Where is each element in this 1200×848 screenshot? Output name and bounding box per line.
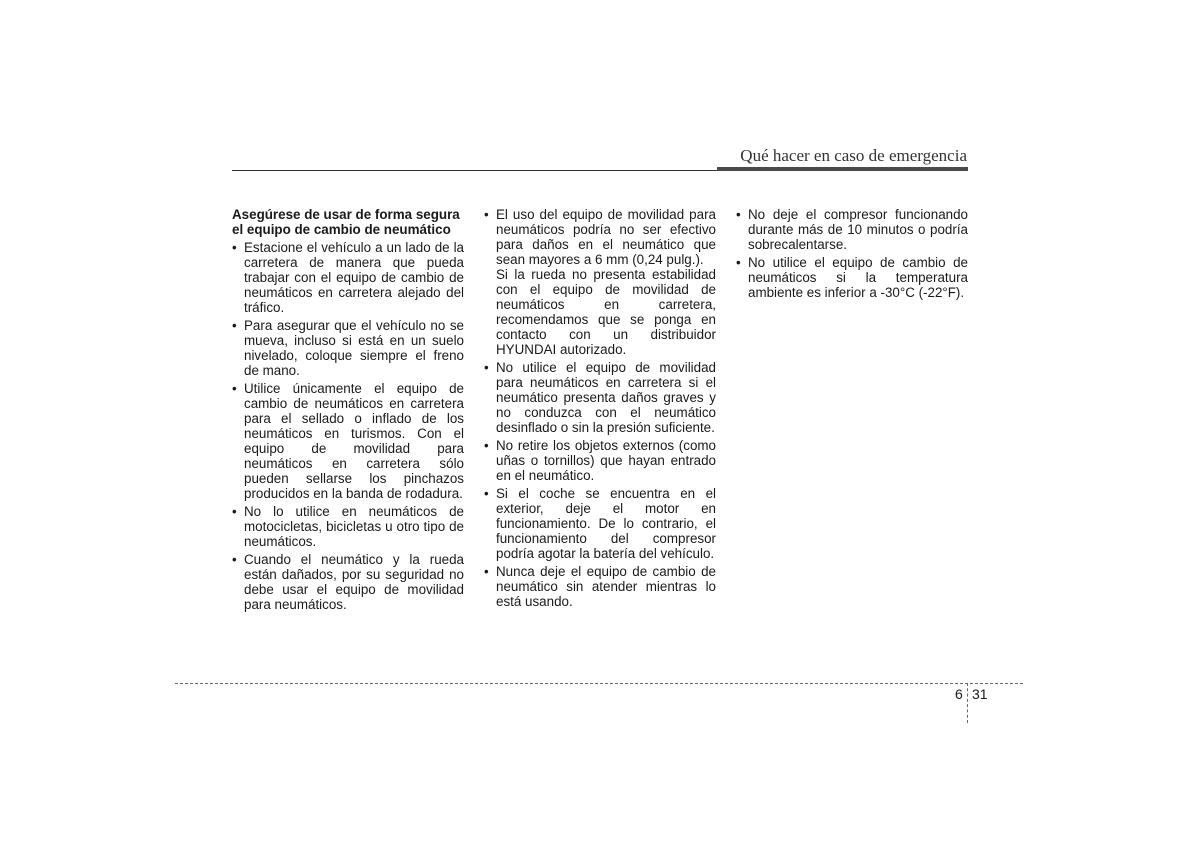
list-item-extra-text: Si la rueda no presenta estabilidad con el equipo de movilidad de neumáticos en carretera, recomendamos que se ponga en contacto con un distribuidor HYUNDAI autorizado.: [496, 267, 716, 357]
bullet-icon: •: [484, 486, 489, 501]
list-item-text: Para asegurar que el vehículo no se mueva, incluso si está en un suelo nivelado, coloque siempre el freno de mano.: [244, 318, 464, 378]
section-heading: Asegúrese de usar de forma segura el equipo de cambio de neumático: [232, 207, 460, 237]
list-item: [232, 381, 464, 501]
list-item: [232, 318, 464, 378]
list-item: [232, 504, 464, 549]
chapter-number: 6: [955, 686, 963, 702]
footer-page-separator: [967, 683, 968, 723]
list-item: [232, 240, 464, 315]
page-number: 31: [972, 686, 988, 702]
bullet-list: [736, 207, 968, 300]
list-item: [484, 360, 716, 435]
list-item: [484, 207, 716, 357]
column-1: [232, 207, 464, 615]
list-item-text: Estacione el vehículo a un lado de la carretera de manera que pueda trabajar con el equipo de cambio de neumáticos en carretera alejado del tráfico.: [244, 240, 464, 315]
column-3: [736, 207, 968, 303]
bullet-icon: •: [484, 564, 489, 579]
header-divider: [232, 170, 717, 171]
bullet-icon: •: [232, 318, 237, 333]
page-header-title: Qué hacer en caso de emergencia: [740, 146, 967, 165]
bullet-icon: •: [232, 504, 237, 519]
bullet-icon: •: [484, 438, 489, 453]
bullet-icon: •: [736, 255, 741, 270]
list-item: [232, 552, 464, 612]
list-item-text: Nunca deje el equipo de cambio de neumático sin atender mientras lo está usando.: [496, 564, 716, 609]
bullet-icon: •: [232, 381, 237, 396]
list-item-text: Utilice únicamente el equipo de cambio de neumáticos en carretera para el sellado o inflado de los neumáticos en turismos. Con el equipo de movilidad para neumáticos en carretera sólo pueden sellarse los pinchazos producidos en la banda de rodadura.: [244, 381, 464, 501]
bullet-list: [484, 207, 716, 609]
list-item-text: Si el coche se encuentra en el exterior, deje el motor en funcionamiento. De lo contrario, el funcionamiento del compresor podría agotar la batería del vehículo.: [496, 486, 716, 561]
list-item-text: El uso del equipo de movilidad para neumáticos podría no ser efectivo para daños en el neumático que sean mayores a 6 mm (0,24 pulg.).: [496, 207, 716, 267]
list-item: [484, 486, 716, 561]
footer-divider: [175, 683, 1023, 684]
list-item-text: No retire los objetos externos (como uñas o tornillos) que hayan entrado en el neumático.: [496, 438, 716, 483]
bullet-icon: •: [736, 207, 741, 222]
list-item: [736, 255, 968, 300]
bullet-list: [232, 240, 464, 612]
list-item: [484, 564, 716, 609]
list-item-text: No lo utilice en neumáticos de motocicletas, bicicletas u otro tipo de neumáticos.: [244, 504, 464, 549]
bullet-icon: •: [232, 552, 237, 567]
header-divider-accent: [717, 167, 968, 171]
list-item-text: No deje el compresor funcionando durante más de 10 minutos o podría sobrecalentarse.: [748, 207, 968, 252]
list-item: [736, 207, 968, 252]
bullet-icon: •: [232, 240, 237, 255]
list-item-text: No utilice el equipo de cambio de neumáticos si la temperatura ambiente es inferior a -30°C (-22°F).: [748, 255, 968, 300]
column-2: [484, 207, 716, 612]
list-item-text: No utilice el equipo de movilidad para neumáticos en carretera si el neumático presenta daños graves y no conduzca con el neumático desinflado o sin la presión suficiente.: [496, 360, 716, 435]
bullet-icon: •: [484, 207, 489, 222]
list-item-text: Cuando el neumático y la rueda están dañados, por su seguridad no debe usar el equipo de movilidad para neumáticos.: [244, 552, 464, 612]
list-item: [484, 438, 716, 483]
bullet-icon: •: [484, 360, 489, 375]
